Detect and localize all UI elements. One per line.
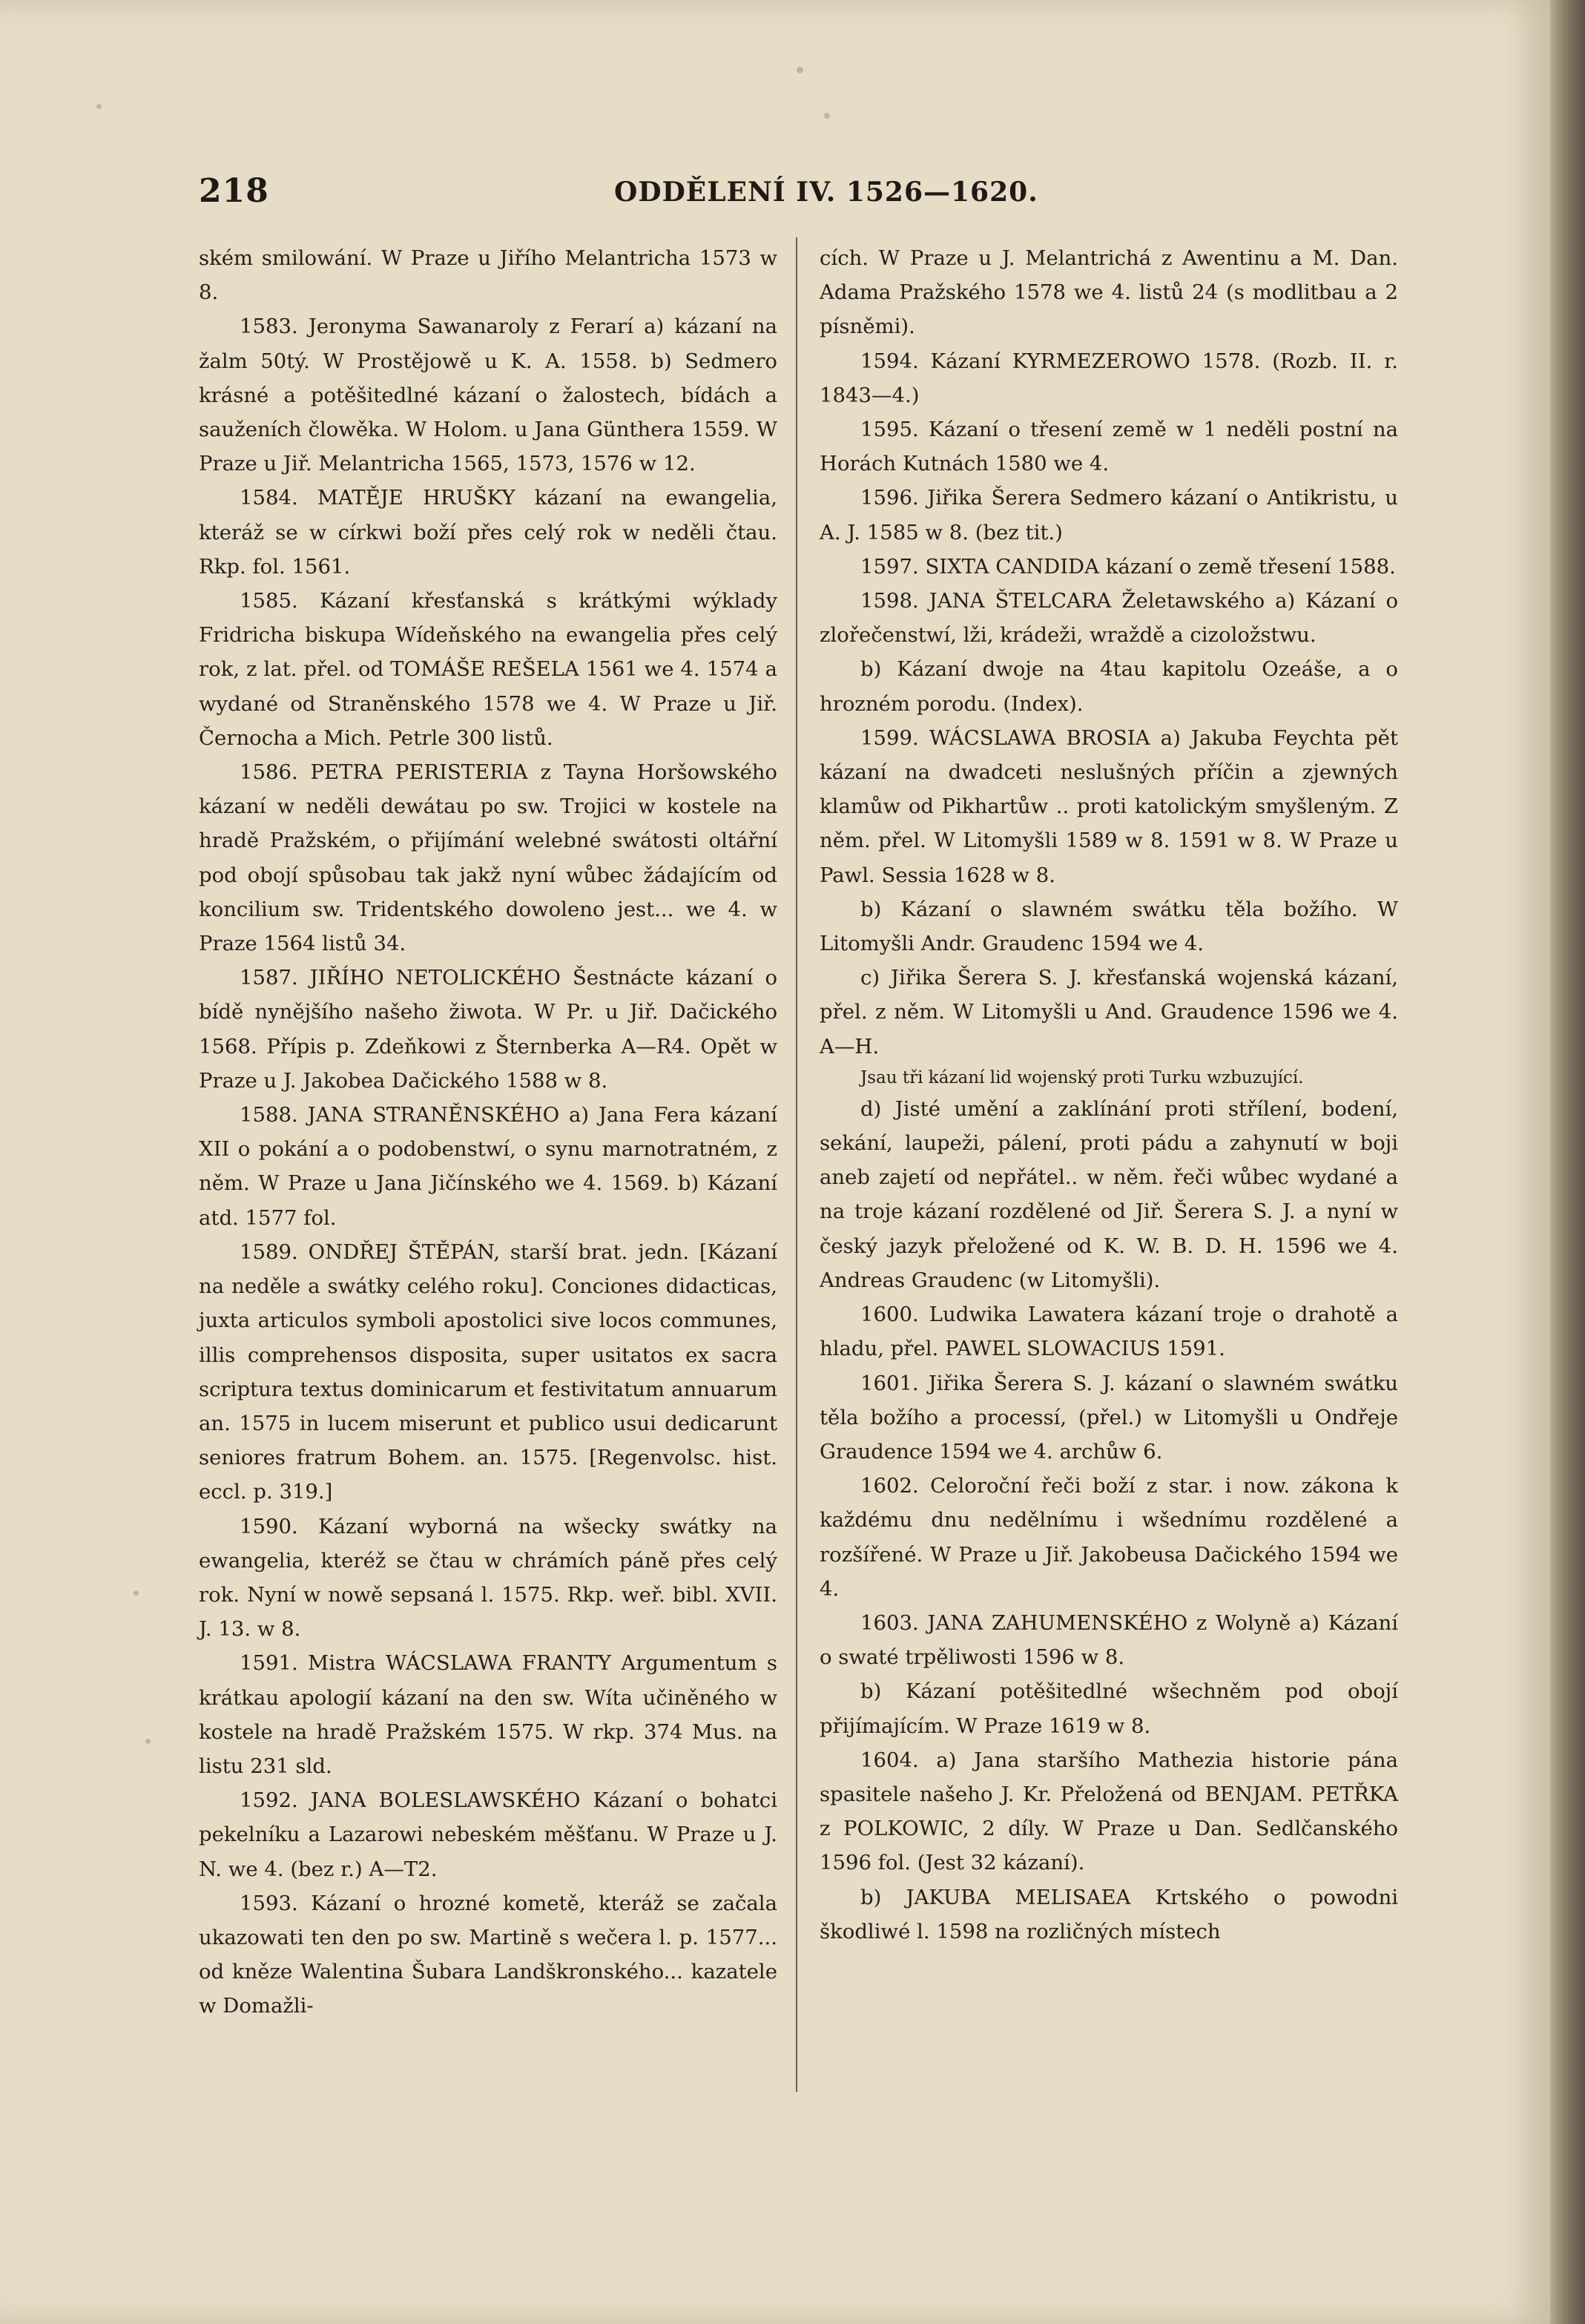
entry-paragraph: 1595. Kázaní o třesení země w 1 neděli postní na Horách Kutnách 1580 we 4. — [820, 418, 1398, 476]
book-gutter — [1550, 0, 1585, 2324]
entry-paragraph: ském smilowání. W Praze u Jiřího Melantricha 1573 w 8. — [199, 246, 777, 305]
entry-paragraph: 1590. Kázaní wyborná na wšecky swátky na ewangelia, kteréž se čtau w chrámích páně přes celý rok. Nyní w nowě sepsaná l. 1575. Rkp. weř. bibl. XVII. J. 13. w 8. — [199, 1514, 777, 1642]
left-column — [199, 241, 777, 2024]
paper-spot — [797, 67, 803, 73]
entry-paragraph: b) Kázaní dwoje na 4tau kapitolu Ozeáše, a o hrozném porodu. (Index). — [820, 657, 1398, 716]
entry-paragraph: c) Jiřika Šerera S. J. křesťanská wojenská kázaní, přel. z něm. W Litomyšli u And. Graudence 1596 we 4. A—H. — [820, 966, 1398, 1059]
entry-paragraph: 1596. Jiřika Šerera Sedmero kázaní o Antikristu, u A. J. 1585 w 8. (bez tit.) — [820, 486, 1398, 544]
entry-paragraph: b) Kázaní o slawném swátku těla božího. W Litomyšli Andr. Graudenc 1594 we 4. — [820, 897, 1398, 956]
entry-paragraph: 1598. JANA ŠTELCARA Želetawského a) Kázaní o zlořečenstwí, lži, krádeži, wraždě a cizoložstwu. — [820, 589, 1398, 648]
entry-paragraph: 1585. Kázaní křesťanská s krátkými wýklady Fridricha biskupa Wídeňského na ewangelia přes celý rok, z lat. přel. od TOMÁŠE REŠELA 1561 we 4. 1574 a wydané od Straněnského 1578 we 4. W Praze u Jiř. Černocha a Mich. Petrle 300 listů. — [199, 589, 777, 750]
entry-paragraph: d) Jisté umění a zaklínání proti střílení, bodení, sekání, laupeži, pálení, proti pádu a zahynutí w boji aneb zajetí od nepřátel.. w něm. řeči wůbec wydané a na troje kázaní rozdělené od Jiř. Šerera S. J. a nyní w český jazyk přeložené od K. W. B. D. H. 1596 we 4. Andreas Graudenc (w Litomyšli). — [820, 1096, 1398, 1292]
entry-paragraph: 1594. Kázaní KYRMEZEROWO 1578. (Rozb. II. r. 1843—4.) — [820, 349, 1398, 407]
entry-paragraph: 1603. JANA ZAHUMENSKÉHO z Wolyně a) Kázaní o swaté trpěliwosti 1596 w 8. — [820, 1610, 1398, 1670]
entry-paragraph: 1593. Kázaní o hrozné kometě, kteráž se začala ukazowati ten den po sw. Martině s wečera l. p. 1577... od kněze Walentina Šubara Landškronského... kazatele w Domažli- — [199, 1891, 777, 2018]
entry-paragraph: 1583. Jeronyma Sawanaroly z Ferarí a) kázaní na žalm 50tý. W Prostějowě u K. A. 1558. b) Sedmero krásné a potěšitedlné kázaní o žalostech, bídách a sauženích člowěka. W Holom. u Jana Günthera 1559. W Praze u Jiř. Melantricha 1565, 1573, 1576 w 12. — [199, 315, 777, 476]
right-column — [820, 241, 1398, 1949]
page-number: 218 — [199, 172, 269, 210]
entry-paragraph: 1601. Jiřika Šerera S. J. kázaní o slawném swátku těla božího a processí, (přel.) w Litomyšli u Ondřeje Graudence 1594 we 4. archůw 6. — [820, 1371, 1398, 1464]
running-header — [199, 172, 1394, 209]
entry-paragraph: b) Kázaní potěšitedlné wšechněm pod obojí přijímajícím. W Praze 1619 w 8. — [820, 1679, 1398, 1738]
paper-spot — [145, 1739, 151, 1744]
entry-paragraph: 1604. a) Jana staršího Mathezia historie pána spasitele našeho J. Kr. Přeložená od BENJAM. PETŘKA z POLKOWIC, 2 díly. W Praze u Dan. Sedlčanského 1596 fol. (Jest 32 kázaní). — [820, 1748, 1398, 1875]
paper-spot — [134, 1590, 139, 1596]
entry-note: Jsau tři kázaní lid wojenský proti Turku wzbuzující. — [860, 1067, 1304, 1087]
entry-paragraph: b) JAKUBA MELISAEA Krtského o powodni škodliwé l. 1598 na rozličných místech — [820, 1885, 1398, 1943]
column-divider — [796, 237, 797, 2092]
entry-paragraph: 1588. JANA STRANĚNSKÉHO a) Jana Fera kázaní XII o pokání a o podobenstwí, o synu marnotratném, z něm. W Praze u Jana Jičínského we 4. 1569. b) Kázaní atd. 1577 fol. — [199, 1103, 777, 1230]
entry-paragraph: 1584. MATĚJE HRUŠKY kázaní na ewangelia, kteráž se w církwi boží přes celý rok w neděli čtau. Rkp. fol. 1561. — [199, 486, 777, 579]
entry-paragraph: 1600. Ludwika Lawatera kázaní troje o drahotě a hladu, přel. PAWEL SLOWACIUS 1591. — [820, 1303, 1398, 1361]
section-title: ODDĚLENÍ IV. 1526—1620. — [614, 177, 1038, 208]
entry-paragraph: 1587. JIŘÍHO NETOLICKÉHO Šestnácte kázaní o bídě nynějšího našeho žiwota. W Pr. u Jiř. Dačického 1568. Přípis p. Zdeňkowi z Šternberka A—R4. Opět w Praze u J. Jakobea Dačického 1588 w 8. — [199, 966, 777, 1093]
entry-paragraph: 1591. Mistra WÁCSLAWA FRANTY Argumentum s krátkau apologií kázaní na den sw. Wíta učiněného w kostele na hradě Pražském 1575. W rkp. 374 Mus. na listu 231 sld. — [199, 1651, 777, 1778]
entry-paragraph: 1602. Celoroční řeči boží z star. i now. zákona k každému dnu nedělnímu i wšednímu rozdělené a rozšířené. W Praze u Jiř. Jakobeusa Dačického 1594 we 4. — [820, 1474, 1398, 1601]
entry-paragraph: 1592. JANA BOLESLAWSKÉHO Kázaní o bohatci pekelníku a Lazarowi nebeském měšťanu. W Praze u J. N. we 4. (bez r.) A—T2. — [199, 1788, 777, 1881]
paper-spot — [96, 104, 102, 109]
entry-paragraph: cích. W Praze u J. Melantrichá z Awentinu a M. Dan. Adama Pražského 1578 we 4. listů 24 (s modlitbau a 2 písněmi). — [820, 246, 1398, 339]
entry-paragraph: 1589. ONDŘEJ ŠTĚPÁN, starší brat. jedn. [Kázaní na neděle a swátky celého roku]. Conciones didacticas, juxta articulos symboli apostolici sive locos communes, illis comprehensos disposita, super usitatos ex sacra scriptura textus dominicarum et festivitatum annuarum an. 1575 in lucem miserunt et publico usui dedicarunt seniores fratrum Bohem. an. 1575. [Regenvolsc. hist. eccl. p. 319.] — [199, 1240, 777, 1504]
entry-paragraph: 1597. SIXTA CANDIDA kázaní o země třesení 1588. — [860, 554, 1396, 579]
entry-paragraph: 1586. PETRA PERISTERIA z Tayna Horšowského kázaní w neděli dewátau po sw. Trojici w kostele na hradě Pražském, o přijímání welebné swátosti oltářní pod obojí spůsobau tak jakž nyní wůbec žádajícím od koncilium sw. Tridentského dowoleno jest... we 4. w Praze 1564 listů 34. — [199, 760, 777, 956]
paper-spot — [824, 113, 830, 119]
entry-paragraph: 1599. WÁCSLAWA BROSIA a) Jakuba Feychta pět kázaní na dwadceti neslušných příčin a zjewných klamůw od Pikhartůw .. proti katolickým smyšleným. Z něm. přel. W Litomyšli 1589 w 8. 1591 w 8. W Praze u Pawl. Sessia 1628 w 8. — [820, 725, 1398, 887]
